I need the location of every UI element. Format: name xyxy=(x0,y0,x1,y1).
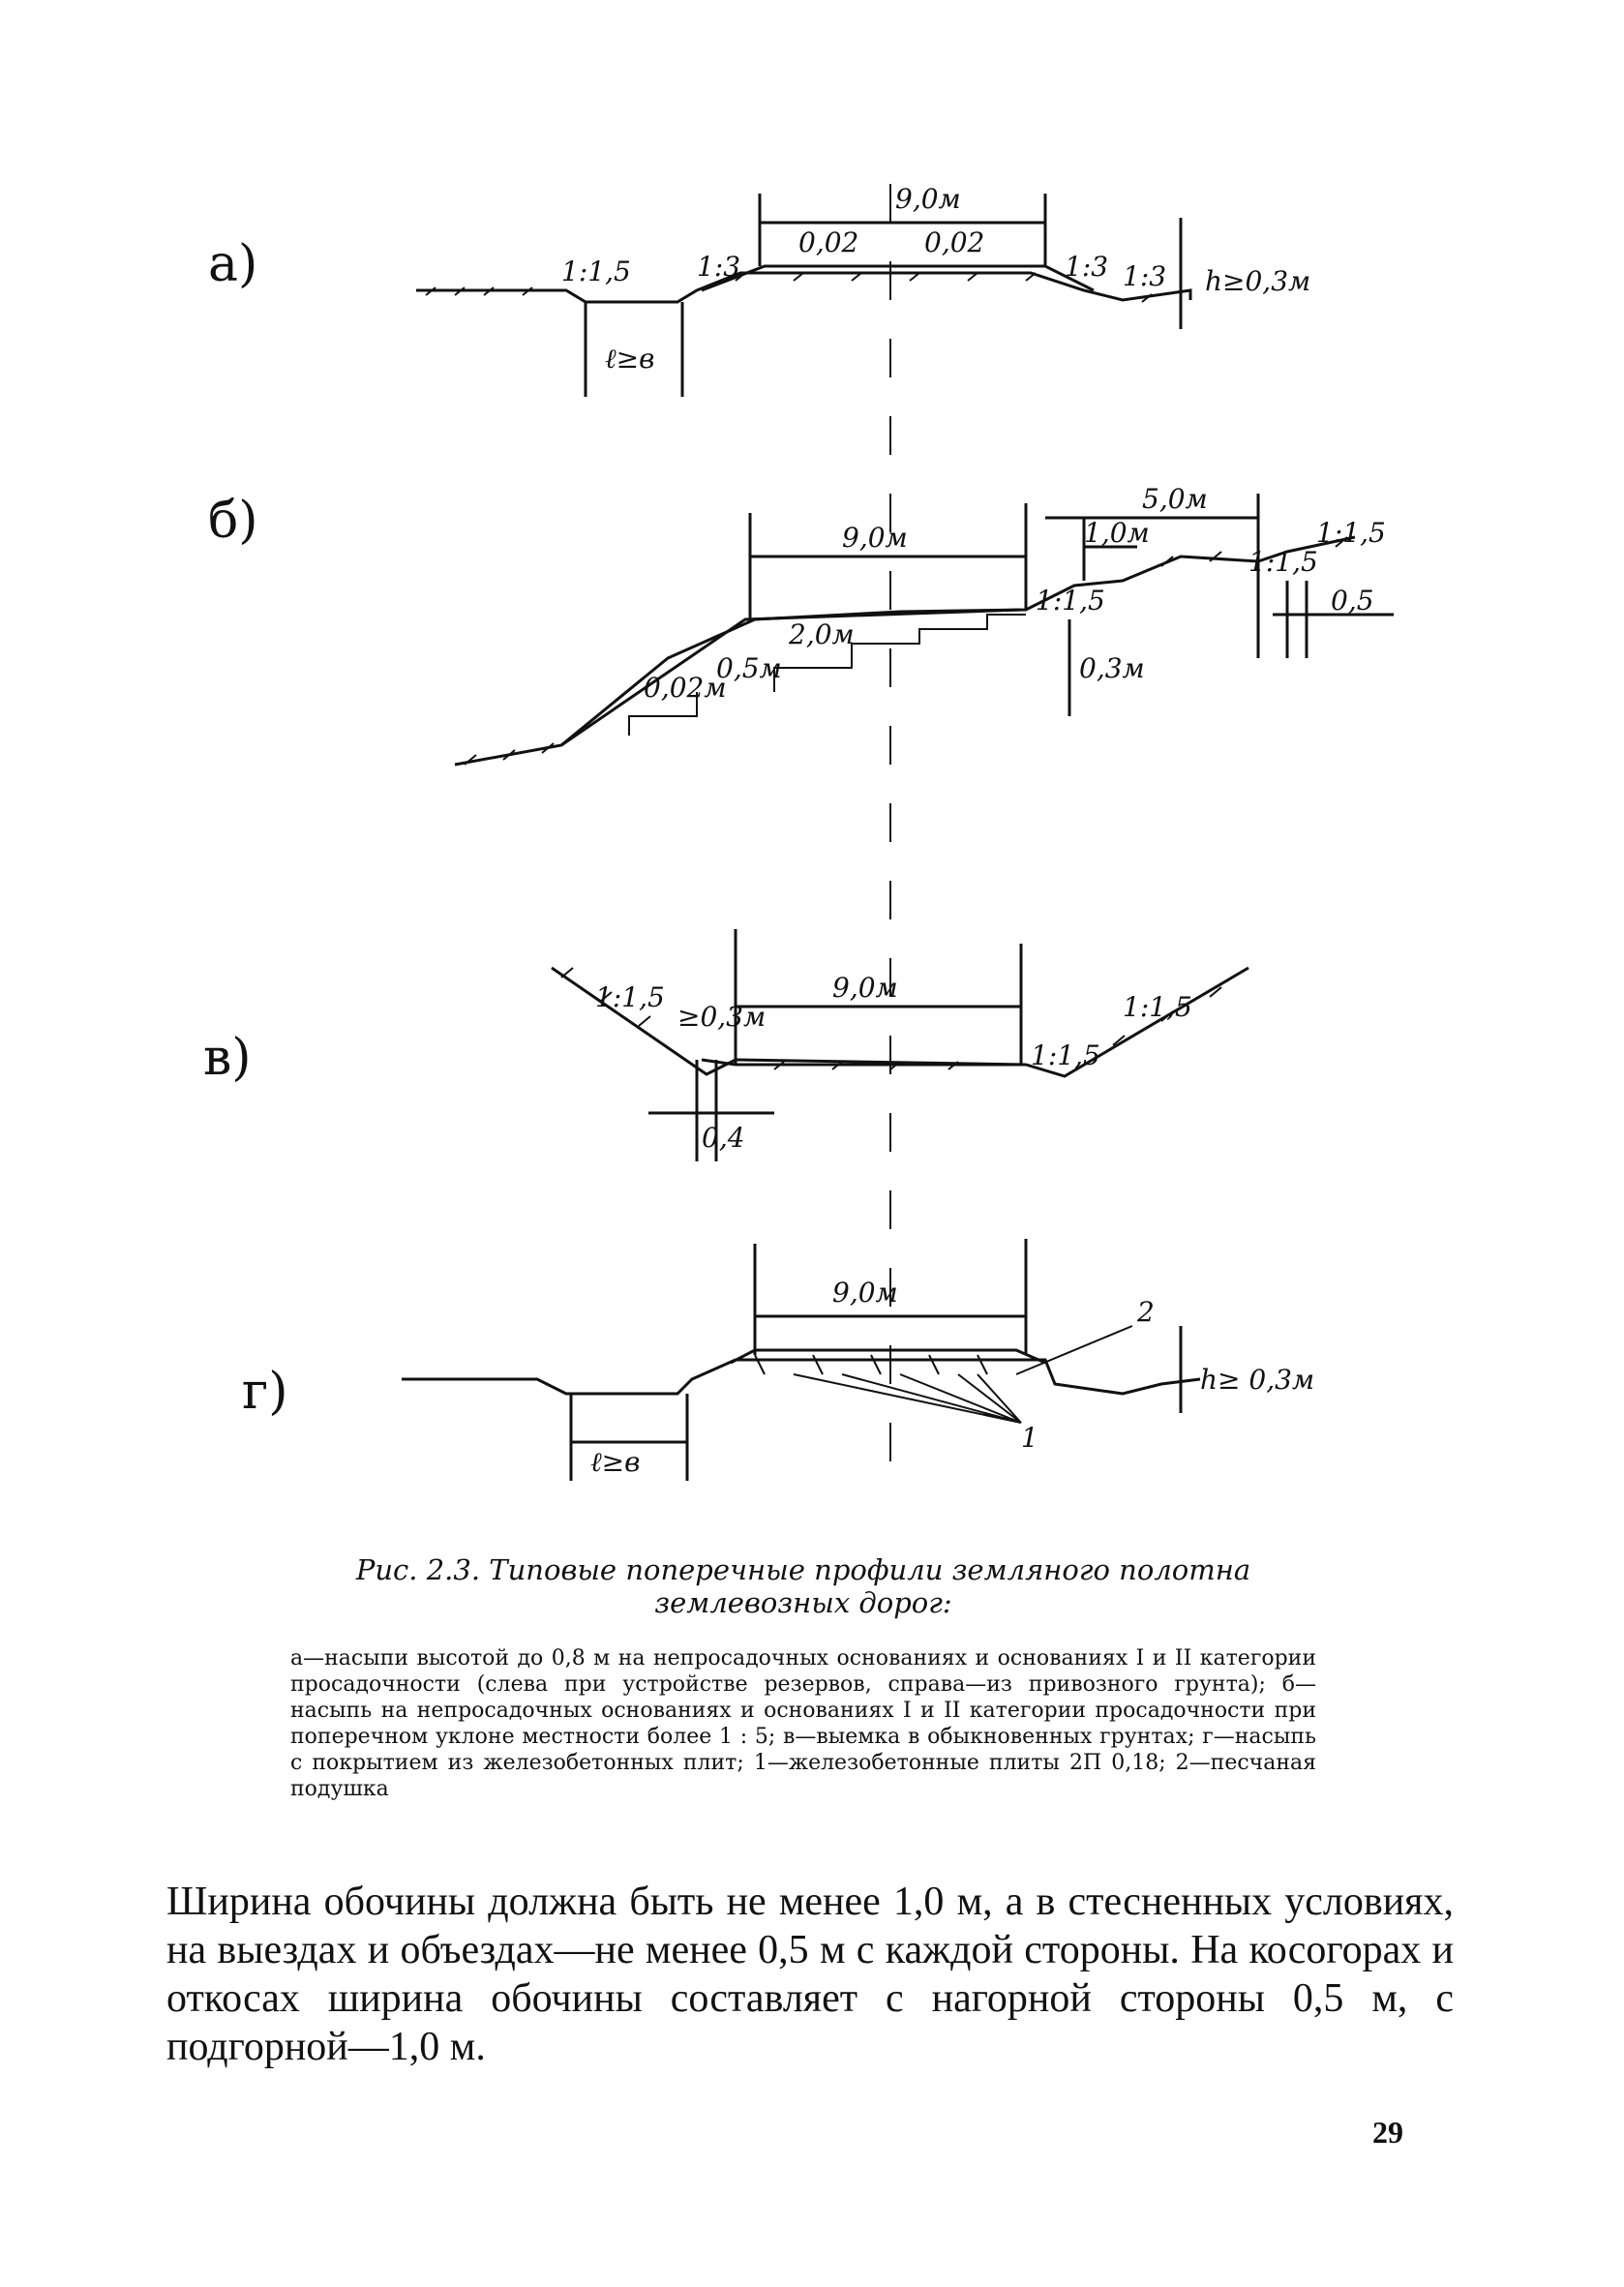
a-slope-left: 0,02 xyxy=(798,226,859,258)
d-callout-2: 2 xyxy=(1137,1296,1155,1328)
a-ratio-3: 1:3 xyxy=(1065,251,1109,283)
a-h-label: h≥0,3м xyxy=(1205,265,1311,297)
a-slope-right: 0,02 xyxy=(924,226,985,258)
figure-number: Рис. 2.3. xyxy=(355,1553,481,1586)
c-ratio-1: 1:1,5 xyxy=(595,981,665,1013)
d-l-label: ℓ≥в xyxy=(590,1446,641,1478)
a-ratio-1: 1:3 xyxy=(697,251,741,283)
a-l-label: ℓ≥в xyxy=(605,343,655,375)
d-h-label: h≥ 0,3м xyxy=(1200,1364,1315,1396)
figure-caption xyxy=(281,1553,1326,1619)
c-depth-label: ≥0,3м xyxy=(677,1001,767,1033)
profile-d xyxy=(402,1239,1200,1481)
c-ratio-3: 1:1,5 xyxy=(1123,991,1192,1023)
d-width-label: 9,0м xyxy=(832,1277,898,1309)
b-slope-label: 0,02м xyxy=(644,672,727,704)
a-width-label: 9,0м xyxy=(895,183,961,215)
body-paragraph: Ширина обочины должна быть не менее 1,0 м, а в стесненных условиях, на выездах и объездах—не менее 0,5 м с каждой стороны. На косогорах и откосах ширина обочины составляет с нагорной стороны 0,5 м, с подгорной—1,0 м. xyxy=(166,1880,1454,2069)
b-step-label: 2,0м xyxy=(789,618,855,650)
b-step-h-label: 0,5м xyxy=(716,652,782,684)
panel-letter-b: б) xyxy=(208,492,258,550)
profile-b xyxy=(455,494,1394,765)
b-bench-label: 1,0м xyxy=(1084,517,1150,549)
profile-a xyxy=(416,194,1190,397)
b-width-right-label: 5,0м xyxy=(1142,483,1208,515)
b-offset-label: 0,5 xyxy=(1331,585,1374,617)
b-h-note: 0,3м xyxy=(1079,652,1145,684)
b-ratio-1: 1:1,5 xyxy=(1036,585,1105,617)
panel-letter-c: в) xyxy=(203,1029,252,1087)
panel-letter-a: а) xyxy=(208,235,258,293)
a-ratio-2: 1:1,5 xyxy=(561,256,631,287)
c-width-label: 9,0м xyxy=(832,972,898,1004)
c-ditch-label: 0,4 xyxy=(702,1122,745,1154)
d-callout-1: 1 xyxy=(1021,1422,1038,1454)
figure-title: Типовые поперечные профили земляного полотна землевозных дорог: xyxy=(489,1553,1251,1619)
b-ratio-3: 1:1,5 xyxy=(1316,517,1386,549)
a-ratio-4: 1:3 xyxy=(1123,260,1167,292)
figure-legend: а—насыпи высотой до 0,8 м на непросадочных основаниях и основаниях I и II категории просадочности (слева при устройстве резервов, справа—из привозного грунта); б—насыпь на непросадочных основаниях и основаниях I и II категории просадочности при поперечном уклоне местности более 1 : 5; в—выемка в обыкновенных грунтах; г—насыпь с покрытием из железобетонных плит; 1—железобетонные плиты 2П 0,18; 2—песчаная подушка xyxy=(290,1646,1316,1801)
b-width-label: 9,0м xyxy=(842,522,908,554)
panel-letter-d: г) xyxy=(242,1363,288,1421)
c-ratio-2: 1:1,5 xyxy=(1031,1039,1100,1071)
b-ratio-2: 1:1,5 xyxy=(1248,546,1318,578)
page-number: 29 xyxy=(1372,2115,1403,2150)
profile-c xyxy=(552,929,1248,1161)
